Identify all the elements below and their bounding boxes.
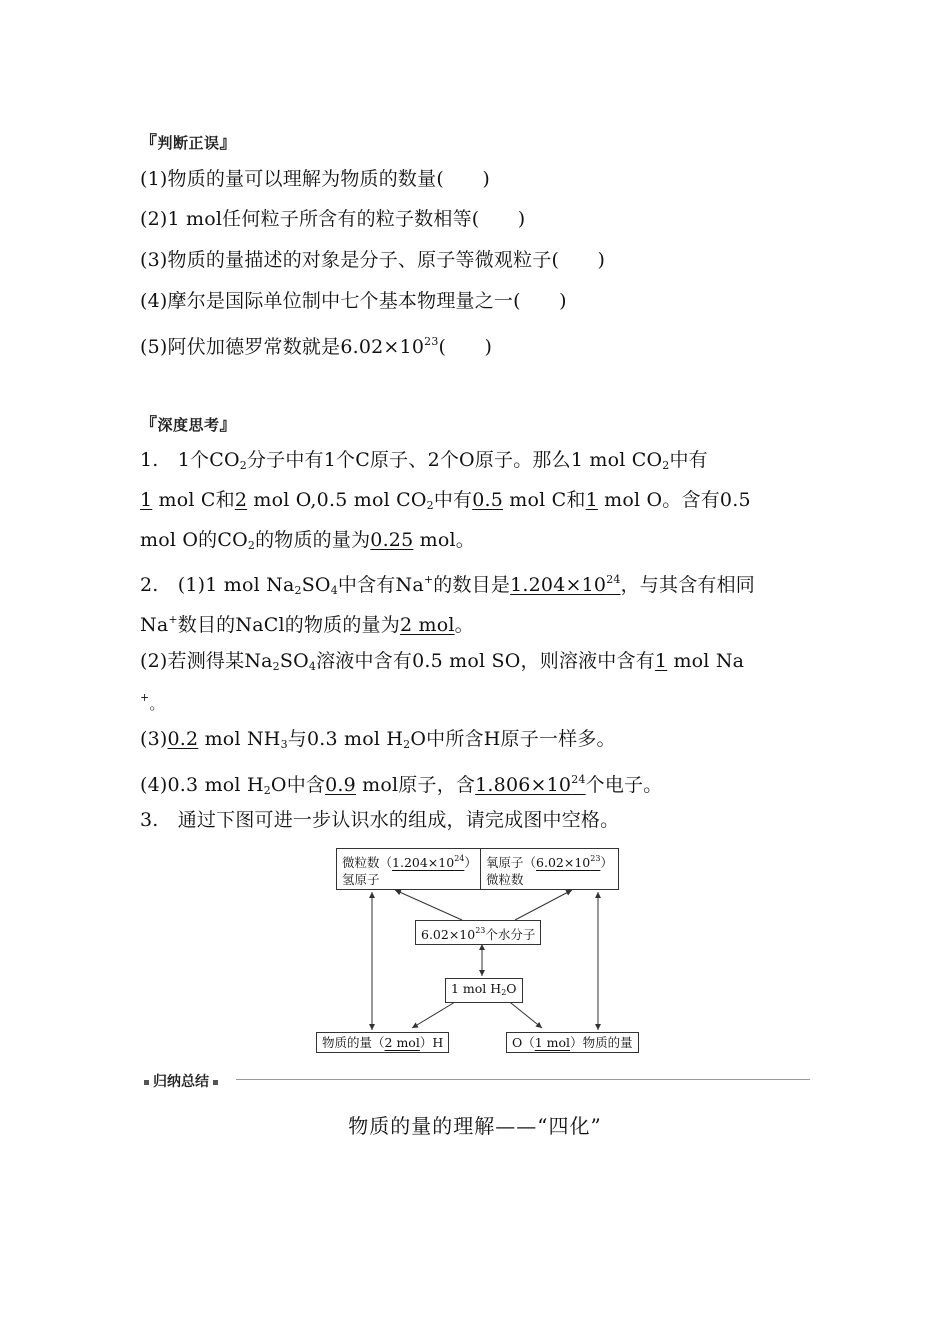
- q2-line-3-cont: +。: [140, 691, 165, 713]
- answer-blank: $1.806\times 10^{24}$: [475, 773, 586, 796]
- answer-blank: 0.9: [325, 774, 356, 796]
- q1-line-2: 1 mol C和2 mol O,0.5 mol $CO_2$中有0.5 mol C和1 mol O。含有0.5: [140, 489, 751, 512]
- judge-item-2: (2)1 mol任何粒子所含有的粒子数相等( ): [140, 208, 526, 230]
- judge-item-3: (3)物质的量描述的对象是分子、原子等微观粒子( ): [140, 249, 606, 271]
- answer-blank: 0.5: [472, 489, 504, 511]
- summary-heading: 物质的量的理解——“四化”: [348, 1114, 602, 1138]
- box-hydrogen-amount: 物质的量（2 mol）H: [316, 1032, 449, 1053]
- q3-line: 3. 通过下图可进一步认识水的组成，请完成图中空格。: [140, 809, 620, 831]
- answer-blank: 0.2: [167, 728, 199, 750]
- section-label-think: 『深度思考』: [140, 415, 238, 435]
- square-bullet-icon: [144, 1080, 149, 1085]
- section-title: 深度思考: [157, 416, 220, 434]
- answer-blank: 1: [654, 650, 668, 672]
- judge-item-5: (5)阿伏加德罗常数就是$6.02\times 10^{23}$( ): [140, 335, 493, 358]
- q2-line-5: (4)0.3 mol $H_2O$中含0.9 mol原子，含$1.806\times 10^{24}$个电子。: [140, 773, 663, 797]
- q2-line-3: (2)若测得某$Na_2SO_4$溶液中含有0.5 mol SO，则溶液中含有1 mol Na: [140, 650, 745, 673]
- answer-blank: 2 mol: [399, 614, 455, 636]
- answer-blank: 0.25: [370, 529, 414, 551]
- arrow-mol-to-bl: [412, 999, 460, 1028]
- q2-line-4: (3)0.2 mol $NH_3$与0.3 mol $H_2O$中所含H原子一样多。: [140, 728, 616, 751]
- section-label-judge: 『判断正误』: [140, 133, 238, 153]
- arrow-mol-to-br: [506, 999, 542, 1028]
- section-title: 判断正误: [157, 134, 220, 152]
- answer-blank: $1.204\times 10^{24}$: [510, 573, 621, 596]
- arrow-mid-to-tl: [395, 890, 462, 920]
- summary-divider: [236, 1079, 810, 1080]
- q1-line-1: 1. 1个$CO_2$分子中有1个C原子、2个O原子。那么1 mol $CO_2$中有: [140, 449, 708, 472]
- box-hydrogen-count: 微粒数$(1.204\times 10^{24})$ 氢原子: [336, 848, 483, 890]
- box-one-mol-water: 1 mol $H_2O$: [445, 978, 523, 1003]
- square-bullet-icon: [213, 1080, 218, 1085]
- answer-blank: 2: [234, 489, 248, 511]
- judge-item-1: (1)物质的量可以理解为物质的数量( ): [140, 168, 490, 190]
- answer-blank: 1: [585, 489, 598, 511]
- q1-line-3: mol O的$CO_2$的物质的量为0.25 mol。: [140, 529, 475, 552]
- box-oxygen-amount: O（1 mol）物质的量: [506, 1032, 639, 1053]
- answer-blank: 1: [140, 489, 153, 511]
- q2-line-1: 2. (1)1 mol $Na_2SO_4$中含有Na+的数目是$1.204\times 10^{24}$，与其含有相同: [140, 573, 755, 597]
- section-label-summary: 归纳总结: [140, 1071, 222, 1091]
- arrow-mid-to-tr: [515, 890, 572, 920]
- water-composition-diagram: [310, 842, 640, 1057]
- box-water-molecules: $6.02\times 10^{23}$个水分子: [415, 920, 541, 945]
- q2-line-2: Na+数目的NaCl的物质的量为2 mol。: [140, 613, 474, 636]
- box-oxygen-count: 氧原子$(6.02\times 10^{23})$ 微粒数: [480, 848, 619, 890]
- judge-item-4: (4)摩尔是国际单位制中七个基本物理量之一( ): [140, 290, 567, 312]
